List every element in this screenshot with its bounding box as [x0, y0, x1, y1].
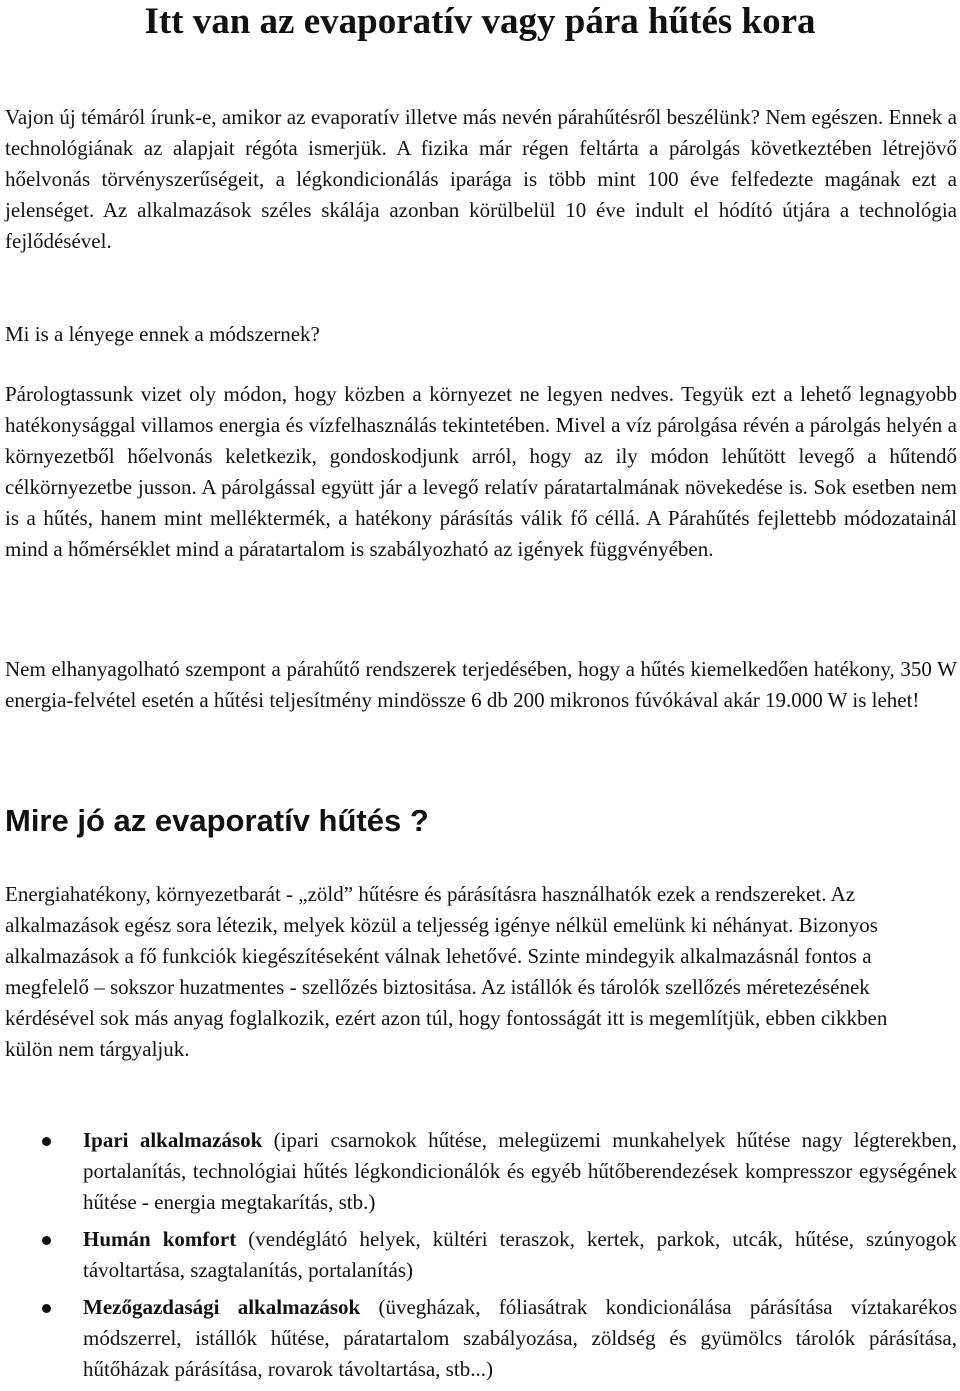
- list-item-text: (ipari csarnokok hűtése, melegüzemi munkahelyek hűtése nagy légterekben, portalanítás, technológiai hűtés légkondicionálók és egyéb hűtőberendezések kompresszor egységének hűtése - energia megtakarítás, stb.): [83, 1128, 957, 1214]
- list-item-label: Ipari alkalmazások: [83, 1128, 263, 1152]
- question-paragraph: Mi is a lényege ennek a módszernek?: [5, 322, 320, 346]
- efficiency-paragraph: Nem elhanyagolható szempont a párahűtő rendszerek terjedésében, hogy a hűtés kiemelkedően hatékony, 350 W energia-felvétel esetén a hűtési teljesítmény mindössze 6 db 200 mikronos fúvókával akár 19.000 W is lehet!: [5, 657, 957, 712]
- intro-paragraph: Vajon új témáról írunk-e, amikor az evaporatív illetve más nevén párahűtésről beszélünk? Nem egészen. Ennek a technológiának az alapjait régóta ismerjük. A fizika már régen feltárta a párolgás következtében létrejövő hőelvonás törvényszerűségeit, a légkondicionálás iparága is több mint 100 éve felfedezte magának ezt a jelenséget. Az alkalmazások széles skálája azonban körülbelül 10 éve indult el hódító útjára a technológia fejlődésével.: [5, 105, 957, 253]
- list-item: [0, 1125, 960, 1218]
- list-item-text: (vendéglátó helyek, kültéri teraszok, kertek, parkok, utcák, hűtése, szúnyogok távoltartása, szagtalanítás, portalanítás): [83, 1227, 958, 1282]
- section-heading: Mire jó az evaporatív hűtés ?: [5, 803, 429, 838]
- uses-intro-paragraph: Energiahatékony, környezetbarát - „zöld” hűtésre és párásításra használhatók ezek a rendszereket. Az alkalmazások egész sora létezik, melyek közül a teljesség igénye nélkül emelünk ki néhányat. Bizonyos alkalmazások a fő funkciók kiegészítéseként válnak lehetővé. Szinte mindegyik alkalmazásnál fontos a megfelelő – sokszor huzatmentes - szellőzés biztositása. Az istállók és tárolók szellőzés méretezésének kérdésével sok más anyag foglalkozik, ezért azon túl, hogy fontosságát itt is megemlítjük, ebben cikkben külön nem tárgyaljuk.: [5, 882, 888, 1061]
- list-item-label: Humán komfort: [83, 1227, 237, 1251]
- list-item-label: Mezőgazdasági alkalmazások: [83, 1295, 361, 1319]
- applications-list: [0, 1125, 960, 1391]
- page-title: Itt van az evaporatív vagy pára hűtés kora: [144, 1, 816, 42]
- bullet-icon: [42, 1304, 51, 1313]
- list-item: [0, 1224, 960, 1286]
- bullet-icon: [42, 1137, 51, 1146]
- list-item: [0, 1292, 960, 1385]
- bullet-icon: [42, 1236, 51, 1245]
- explanation-paragraph: Párologtassunk vizet oly módon, hogy közben a környezet ne legyen nedves. Tegyük ezt a lehető legnagyobb hatékonysággal villamos energia és vízfelhasználás tekintetében. Mivel a víz párolgása révén a párolgás helyén a környezetből hőelvonás keletkezik, gondoskodjunk arról, hogy az ily módon lehűtött levegő a hűtendő célkörnyezetbe jusson. A párolgással együtt jár a levegő relatív páratartalmának növekedése is. Sok esetben nem is a hűtés, hanem mint melléktermék, a hatékony párásítás válik fő céllá. A Párahűtés fejlettebb módozatainál mind a hőmérséklet mind a páratartalom is szabályozható az igények függvényében.: [5, 382, 957, 561]
- list-item-text: (üvegházak, fóliasátrak kondicionálása párásítása víztakarékos módszerrel, istállók hűtése, páratartalom szabályozása, zöldség és gyümölcs tárolók párásítása, hűtőházak párásítása, rovarok távoltartása, stb...): [83, 1295, 957, 1381]
